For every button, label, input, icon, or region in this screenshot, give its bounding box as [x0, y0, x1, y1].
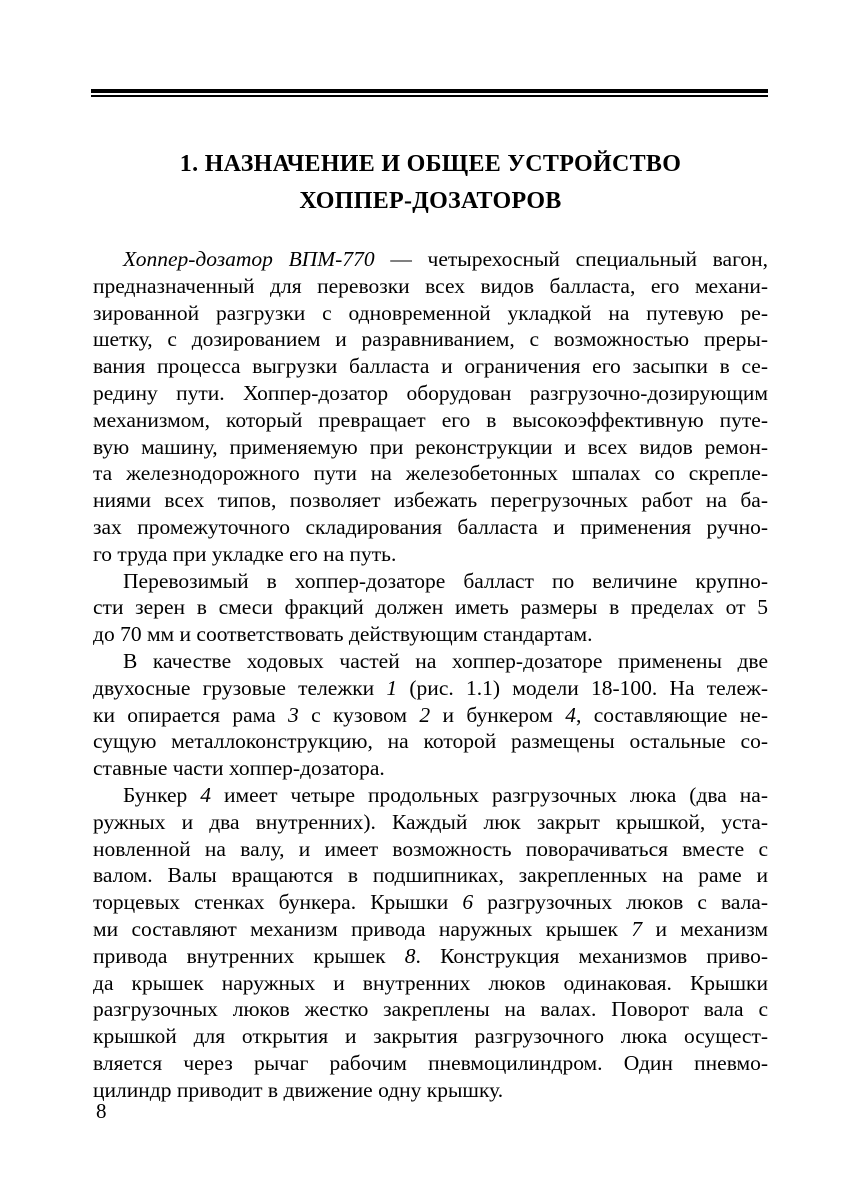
text-segment: да крышек наружных и внутренних люков одинаковая. Крышки — [93, 970, 768, 995]
text-segment: Бункер — [123, 782, 201, 807]
text-line — [93, 594, 768, 621]
text-segment: ки опирается рама — [93, 702, 289, 727]
italic-text: 8 — [404, 943, 416, 968]
text-segment: вляется через рычаг рабочим пневмоцилиндром. Один пневмо- — [93, 1050, 768, 1075]
paragraph — [93, 568, 768, 648]
text-line — [93, 568, 768, 595]
text-segment: двухосные грузовые тележки — [93, 675, 387, 700]
paragraph — [93, 648, 768, 782]
text-line — [93, 541, 768, 568]
text-segment: валом. Валы вращаются в подшипниках, закрепленных на раме и — [93, 863, 768, 888]
italic-text: 1 — [386, 675, 398, 700]
text-line — [93, 862, 768, 889]
text-segment: ниями всех типов, позволяет избежать перегрузочных работ на ба- — [93, 488, 768, 513]
text-line — [93, 1077, 768, 1104]
text-line — [93, 782, 768, 809]
top-rule — [91, 89, 768, 97]
text-line — [93, 702, 768, 729]
text-segment: шетку, с дозированием и разравниванием, с возможностью преры- — [93, 327, 768, 352]
italic-text: Хоппер-дозатор ВПМ-770 — [123, 247, 375, 271]
text-segment: зированной разгрузки с одновременной укладкой на путевую ре- — [93, 300, 768, 325]
body-text — [93, 246, 768, 1104]
text-line — [93, 353, 768, 380]
text-line — [93, 916, 768, 943]
text-line — [93, 809, 768, 836]
text-segment: сти зерен в смеси фракций должен иметь размеры в пределах от 5 — [93, 595, 768, 620]
text-line — [93, 889, 768, 916]
chapter-heading-line2: ХОППЕР-ДОЗАТОРОВ — [299, 188, 562, 214]
paragraph — [93, 246, 768, 568]
text-line — [93, 970, 768, 997]
text-segment: зах промежуточного складирования балласта и применения ручно- — [93, 514, 768, 539]
text-segment: до 70 мм и соответствовать действующим стандартам. — [93, 622, 593, 647]
text-segment: вую машину, применяемую при реконструкции и всех видов ремон- — [93, 434, 768, 459]
text-segment: го труда при укладке его на путь. — [93, 541, 397, 566]
text-segment: механизмом, который превращает его в высокоэффективную путе- — [93, 407, 768, 432]
text-segment: цилиндр приводит в движение одну крышку. — [93, 1077, 504, 1102]
text-line — [93, 460, 768, 487]
text-segment: — четырехосный специальный вагон, — [374, 247, 768, 271]
text-segment: разгрузочных люков с вала- — [473, 890, 768, 915]
text-segment: с кузовом — [298, 702, 420, 727]
text-line — [93, 675, 768, 702]
text-segment: сущую металлоконструкцию, на которой размещены остальные со- — [93, 729, 768, 754]
text-segment: ми составляют механизм привода наружных крышек — [93, 916, 632, 941]
text-segment: и бункером — [430, 702, 566, 727]
text-line — [93, 996, 768, 1023]
text-segment: . Конструкция механизмов приво- — [415, 943, 768, 968]
text-segment: В качестве ходовых частей на хоппер-дозаторе применены две — [123, 648, 768, 673]
text-segment: крышкой для открытия и закрытия разгрузочного люка осущест- — [93, 1024, 768, 1049]
text-line — [93, 300, 768, 327]
text-line — [93, 836, 768, 863]
text-segment: имеет четыре продольных разгрузочных люка (два на- — [211, 782, 768, 807]
text-line — [93, 434, 768, 461]
text-segment: (рис. 1.1) модели 18-100. На тележ- — [397, 675, 769, 700]
text-line — [93, 514, 768, 541]
text-line — [93, 326, 768, 353]
text-line — [93, 648, 768, 675]
text-segment: ружных и два внутренних). Каждый люк закрыт крышкой, уста- — [93, 809, 768, 834]
italic-text: 6 — [462, 890, 474, 915]
text-line — [93, 487, 768, 514]
text-segment: та железнодорожного пути на железобетонных шпалах со скрепле- — [93, 461, 768, 486]
italic-text: 2 — [419, 702, 431, 727]
paragraph — [93, 782, 768, 1104]
text-segment: новленной на валу, и имеет возможность поворачиваться вместе с — [93, 836, 768, 861]
text-line — [93, 407, 768, 434]
text-line — [93, 943, 768, 970]
text-segment: и механизм — [642, 916, 768, 941]
text-segment: , составляющие не- — [575, 702, 768, 727]
text-segment: ставные части хоппер-дозатора. — [93, 756, 385, 781]
italic-text: 7 — [631, 916, 643, 941]
text-line — [93, 1023, 768, 1050]
text-segment: привода внутренних крышек — [93, 943, 405, 968]
text-segment: вания процесса выгрузки балласта и ограничения его засыпки в се- — [93, 354, 768, 379]
italic-text: 4 — [565, 702, 576, 727]
text-line — [93, 273, 768, 300]
chapter-heading — [93, 146, 768, 220]
page-number: 8 — [96, 1099, 107, 1123]
text-line — [93, 246, 768, 273]
text-segment: Перевозимый в хоппер-дозаторе балласт по величине крупно- — [123, 568, 768, 593]
text-segment: предназначенный для перевозки всех видов балласта, его механи- — [93, 273, 768, 298]
text-segment: редину пути. Хоппер-дозатор оборудован разгрузочно-дозирующим — [93, 380, 768, 405]
text-line — [93, 728, 768, 755]
text-line — [93, 621, 768, 648]
text-line — [93, 1050, 768, 1077]
text-segment: разгрузочных люков жестко закреплены на валах. Поворот вала с — [93, 997, 768, 1022]
text-line — [93, 380, 768, 407]
text-line — [93, 755, 768, 782]
text-segment: торцевых стенках бункера. Крышки — [93, 890, 463, 915]
italic-text: 3 — [288, 702, 299, 727]
chapter-heading-line1: 1. НАЗНАЧЕНИЕ И ОБЩЕЕ УСТРОЙСТВО — [179, 151, 682, 177]
italic-text: 4 — [200, 782, 211, 807]
